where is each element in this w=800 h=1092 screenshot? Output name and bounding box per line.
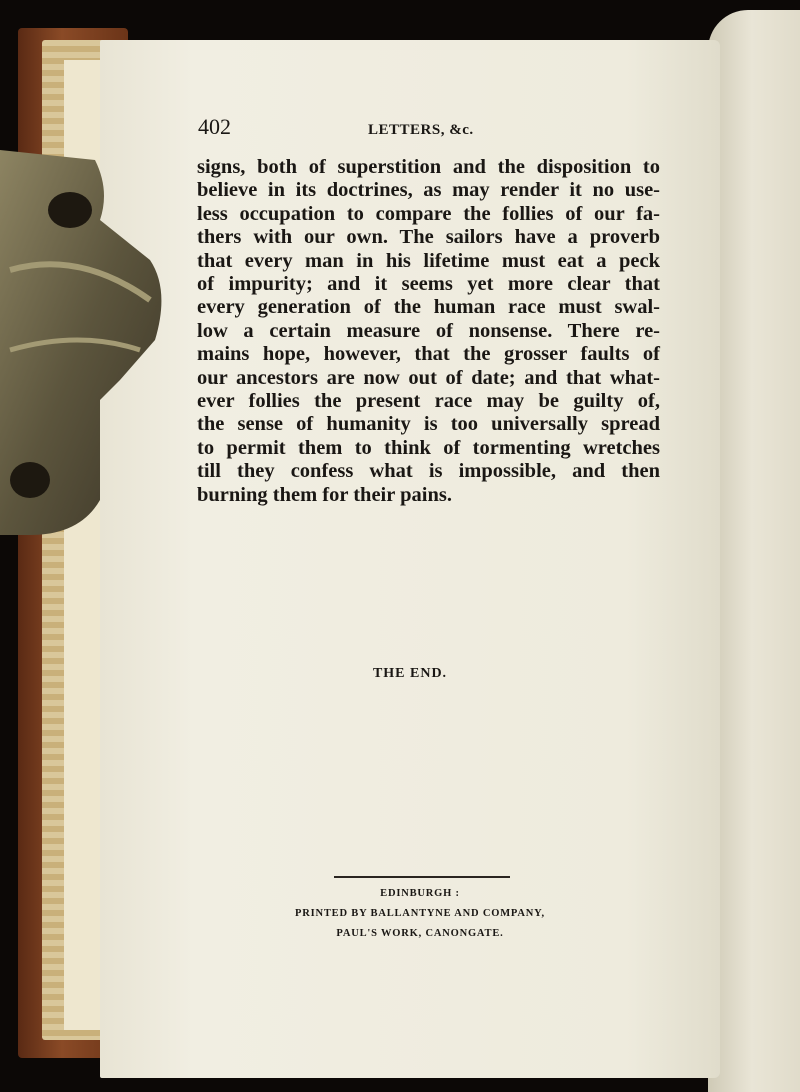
- body-line: till they confess what is impossible, and then: [197, 460, 660, 483]
- imprint-rule: [334, 876, 510, 878]
- body-line: thers with our own. The sailors have a proverb: [197, 226, 660, 249]
- body-line: to permit them to think of tormenting wretches: [197, 436, 660, 459]
- body-line: that every man in his lifetime must eat a peck: [197, 249, 660, 272]
- brass-page-holder: [0, 150, 165, 540]
- body-line: believe in its doctrines, as may render it no use-: [197, 179, 660, 202]
- body-line: mains hope, however, that the grosser faults of: [197, 343, 660, 366]
- body-line: every generation of the human race must swal-: [197, 296, 660, 319]
- body-line: signs, both of superstition and the disposition to: [197, 156, 660, 178]
- body-line: low a certain measure of nonsense. There re-: [197, 319, 660, 342]
- body-line: less occupation to compare the follies of our fa-: [197, 202, 660, 225]
- body-line: of impurity; and it seems yet more clear that: [197, 273, 660, 296]
- page-number: 402: [198, 114, 231, 139]
- imprint-line: PRINTED BY BALLANTYNE AND COMPANY,: [295, 908, 545, 919]
- the-end: THE END.: [372, 666, 448, 681]
- imprint-line: EDINBURGH :: [380, 888, 460, 899]
- printer-imprint: [0, 884, 800, 944]
- body-line: our ancestors are now out of date; and that what-: [197, 366, 660, 389]
- imprint-line: PAUL'S WORK, CANONGATE.: [336, 928, 504, 939]
- body-line: ever follies the present race may be guilty of,: [197, 390, 660, 413]
- body-line: burning them for their pains.: [197, 483, 452, 506]
- running-head: LETTERS, &c.: [368, 122, 474, 138]
- body-text: [197, 156, 660, 507]
- body-line: the sense of humanity is too universally spread: [197, 413, 660, 436]
